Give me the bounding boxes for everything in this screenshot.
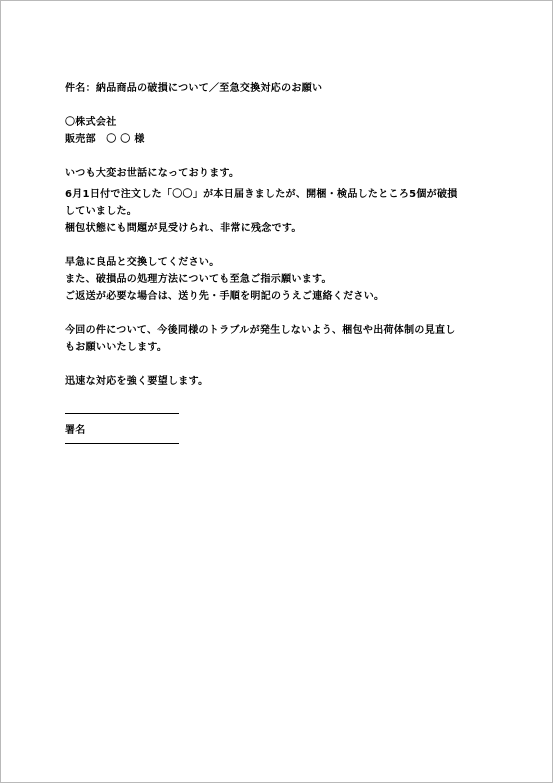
spacer <box>65 390 505 402</box>
closing-line: 迅速な対応を強く要望します。 <box>65 376 209 387</box>
paragraph-line: 6月1日付で注文した「〇〇」が本日届きましたが、開梱・検品したところ5個が破損 <box>65 189 458 200</box>
paragraph-line: また、破損品の処理方法についても至急ご指示願います。 <box>65 274 332 285</box>
greeting-line: いつも大変お世話になっております。 <box>65 168 240 179</box>
spacer <box>65 148 505 165</box>
spacer <box>65 305 505 322</box>
signature-rule-bottom <box>65 442 179 444</box>
paragraph-line: 梱包状態にも問題が見受けられ、非常に残念です。 <box>65 223 302 234</box>
recipient-person: 販売部 〇 〇 様 <box>65 134 145 145</box>
paragraph-line: 早急に良品と交換してください。 <box>65 257 220 268</box>
subject-line: 件名：納品商品の破損について／至急交換対応のお願い <box>65 83 323 94</box>
signature-label: 署名 <box>65 425 86 436</box>
paragraph-request <box>65 254 505 305</box>
paragraph-line: もお願いいたします。 <box>65 342 168 353</box>
letter-body <box>65 80 505 444</box>
spacer <box>65 356 505 373</box>
paragraph-line: 今回の件について、今後同様のトラブルが発生しないよう、梱包や出荷体制の見直し <box>65 325 456 336</box>
signature-rule-top <box>65 402 179 414</box>
paragraph-damage-report <box>65 186 505 237</box>
paragraph-line: ご返送が必要な場合は、送り先・手順を明記のうえご連絡ください。 <box>65 291 385 302</box>
paragraph-line: していました。 <box>65 206 138 217</box>
spacer <box>65 97 505 114</box>
recipient-company: 〇株式会社 <box>65 117 117 128</box>
spacer <box>65 237 505 254</box>
paragraph-prevention <box>65 322 505 356</box>
